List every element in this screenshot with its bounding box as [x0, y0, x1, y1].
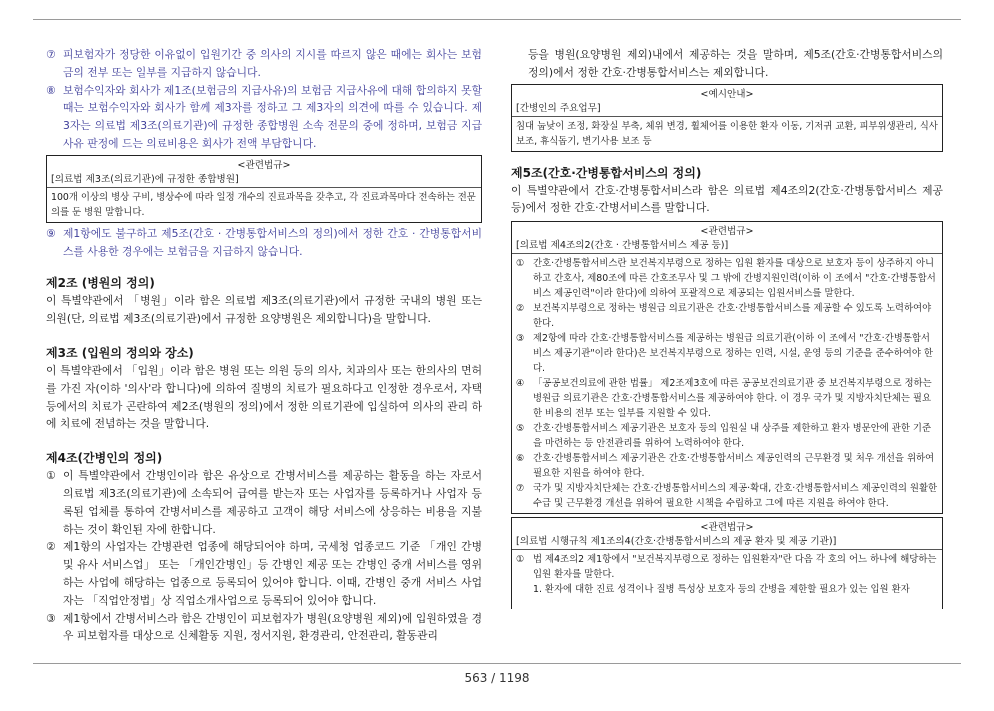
- clause-text: 제2항에 따라 간호·간병통합서비스를 제공하는 병원급 의료기관(이하 이 조에서 "간호·간병통합서비스 제공기관"이라 한다)은 보건복지부령으로 정하는 인력, 시설, 운영 등의 기준을 준수하여야 한다.: [533, 333, 933, 375]
- section-heading-4: 제4조(간병인의 정의): [46, 451, 163, 466]
- clause-number: ①: [516, 554, 525, 566]
- caregiver-item-2: [46, 538, 482, 609]
- section-body-2: 이 특별약관에서 「병원」이라 함은 의료법 제3조(의료기관)에서 규정한 국내의 병원 또는 의원(단, 의료법 제3조(의료기관)에서 규정한 요양병원은 제외합니다)을 말합니다.: [46, 294, 482, 326]
- box-body: 100개 이상의 병상 구비, 병상수에 따라 일정 개수의 진료과목을 갖추고, 각 진료과목마다 전속하는 전문의를 둔 병원 말합니다.: [51, 191, 476, 218]
- related-law-box-enforcement-rule: [511, 517, 943, 609]
- clause-number: ⑨: [46, 226, 56, 240]
- box-header: [의료법 제3조(의료기관)에 규정한 종합병원]: [47, 173, 481, 188]
- rule-sub-item: 1. 환자에 대한 진료 성격이나 질병 특성상 보호자 등의 간병을 제한할 필요가 있는 입원 환자: [533, 584, 910, 596]
- clause-text: 이 특별약관에서 간병인이라 함은 유상으로 간병서비스를 제공하는 활동을 하는 자로서 의료법 제3조(의료기관)에 소속되어 급여를 받는자 또는 사업자를 등록하거나 사업자 등록된 업체를 통하여 간병서비스를 제공하고 고객이 해당 서비스에 상응하는 비용을 지불하는 것이 확인된 자에 한합니다.: [63, 469, 482, 536]
- box-header: [간병인의 주요업무]: [512, 102, 942, 117]
- clause-number: ③: [516, 333, 525, 345]
- section-body-3: 이 특별약관에서 「입원」이라 함은 병원 또는 의원 등의 의사, 치과의사 또는 한의사의 면허를 가진 자(이하 '의사'라 합니다)에 의하여 질병의 치료가 필요하다고 인정한 경우로서, 자택 등에서의 치료가 곤란하여 제2조(병원의 정의)에서 정한 의료기관에 입실하여 의사의 관리 하에 치료에 전념하는 것을 말합니다.: [46, 363, 482, 431]
- box-header: [의료법 제4조의2(간호 · 간병통합서비스 제공 등)]: [512, 239, 942, 254]
- bottom-rule: [33, 663, 961, 664]
- related-law-box-integrated-service: [511, 221, 943, 514]
- clause-text: 국가 및 지방자치단체는 간호·간병통합서비스의 제공·확대, 간호·간병통합서비스 제공인력의 원활한 수급 및 근무환경 개선을 위하여 필요한 시책을 수립하고 그에 따른 지원을 하여야 한다.: [533, 483, 938, 510]
- example-guide-box: [511, 84, 943, 152]
- clause-number: ③: [46, 611, 56, 625]
- clause-text: 보험수익자와 회사가 제1조(보험금의 지급사유)의 보험금 지급사유에 대해 합의하지 못할 때는 보험수익자와 회사가 함께 제3자를 정하고 그 제3자의 의견에 따를 수 있습니다. 제3자는 의료법 제3조(의료기관)에 규정한 종합병원 소속 전문의 중에 정하며, 보험금 지급사유 판정에 드는 의료비용은 회사가 전액 부담합니다.: [63, 83, 482, 150]
- clause-text: 간호·간병통합서비스란 보건복지부령으로 정하는 입원 환자를 대상으로 보호자 등이 상주하지 아니하고 간호사, 제80조에 따른 간호조무사 및 그 밖에 간병지원인력(이하 이 조에서 "간호·간병통합서비스 제공인력"이라 한다)에 의하여 포괄적으로 제공되는 입원서비스를 말한다.: [533, 258, 936, 300]
- clause-number: ①: [516, 258, 525, 270]
- clause-number: ⑧: [46, 83, 56, 97]
- top-rule: [33, 19, 961, 20]
- law-item-2: [516, 301, 938, 331]
- related-law-box-hospital: [46, 155, 482, 223]
- section-heading-5: 제5조(간호·간병통합서비스의 정의): [511, 165, 702, 180]
- law-item-6: [516, 451, 938, 481]
- clause-number: ②: [46, 540, 56, 554]
- clause-number: ⑦: [46, 48, 56, 61]
- box-title: <예시안내>: [700, 88, 754, 100]
- clause-text: 제1항에도 불구하고 제5조(간호 · 간병통합서비스의 정의)에서 정한 간호 · 간병통합서비스를 사용한 경우에는 보험금을 지급하지 않습니다.: [63, 226, 482, 258]
- law-item-1: [516, 256, 938, 301]
- law-item-7: [516, 481, 938, 511]
- rule-item-1: [516, 552, 938, 582]
- box-title: <관련법규>: [700, 522, 754, 534]
- clause-item-7: [46, 46, 482, 82]
- section-heading-3: 제3조 (입원의 정의와 장소): [46, 345, 194, 360]
- clause-text: 법 제4조의2 제1항에서 "보건복지부령으로 정하는 입원환자"란 다음 각 호의 어느 하나에 해당하는 입원 환자를 말한다.: [533, 554, 937, 581]
- clause-number: ①: [46, 469, 56, 483]
- clause-text: 피보험자가 정당한 이유없이 입원기간 중 의사의 지시를 따르지 않은 때에는 회사는 보험금의 전부 또는 일부를 지급하지 않습니다.: [63, 48, 482, 79]
- clause-text: 간호·간병통합서비스 제공기관은 간호·간병통합서비스 제공인력의 근무환경 및 처우 개선을 위하여 필요한 지원을 하여야 한다.: [533, 453, 935, 480]
- page-number: 563 / 1198: [464, 671, 530, 685]
- box-title: <관련법규>: [237, 159, 291, 171]
- continued-text: 등을 병원(요양병원 제외)내에서 제공하는 것을 말하며, 제5조(간호·간병통합서비스의 정의)에서 정한 간호·간병통합서비스는 제외합니다.: [528, 48, 943, 79]
- clause-text: 보건복지부령으로 정하는 병원급 의료기관은 간호·간병통합서비스를 제공할 수 있도록 노력하여야 한다.: [533, 303, 932, 330]
- left-column: [46, 46, 482, 645]
- clause-number: ⑦: [516, 483, 525, 495]
- clause-item-8: [46, 82, 482, 153]
- clause-text: 제1항에서 간병서비스라 함은 간병인이 피보험자가 병원(요양병원 제외)에 입원하였을 경우 피보험자를 대상으로 신체활동 지원, 정서지원, 환경관리, 안전관리, 활동관리: [63, 611, 482, 643]
- clause-number: ④: [516, 378, 525, 390]
- clause-text: 제1항의 사업자는 간병관련 업종에 해당되어야 하며, 국세청 업종코드 기준 「개인 간병 및 유사 서비스업」 또는 「개인간병인」등 간병인 제공 또는 간병인 중개 서비스를 영위하는 사업에 해당하는 업종으로 등록되어 있어야 합니다. 이때, 간병인 중개 서비스 사업자는 「직업안정법」상 직업소개사업으로 등록되어 있어야 합니다.: [63, 540, 482, 607]
- law-item-3: [516, 331, 938, 376]
- box-header: [의료법 시행규칙 제1조의4(간호·간병통합서비스의 제공 환자 및 제공 기관)]: [512, 535, 942, 550]
- clause-text: 「공공보건의료에 관한 법률」 제2조제3호에 따른 공공보건의료기관 중 보건복지부령으로 정하는 병원급 의료기관은 간호·간병통합서비스를 제공하여야 한다. 이 경우 국가 및 지방자치단체는 필요한 비용의 전부 또는 일부를 지원할 수 있다.: [533, 378, 932, 420]
- box-title: <관련법규>: [700, 226, 754, 238]
- caregiver-item-1: [46, 467, 482, 538]
- clause-item-9: [46, 225, 482, 261]
- clause-number: ⑤: [516, 423, 525, 435]
- clause-number: ②: [516, 303, 525, 315]
- caregiver-item-3: [46, 610, 482, 646]
- box-body: 침대 눕낮이 조정, 화장실 부축, 체위 변경, 휠체어를 이용한 환자 이동, 기저귀 교환, 피부위생관리, 식사보조, 휴식돕기, 변기사용 보조 등: [516, 120, 938, 147]
- clause-number: ⑥: [516, 453, 525, 465]
- clause-text: 간호·간병통합서비스 제공기관은 보호자 등의 입원실 내 상주를 제한하고 환자 병문안에 관한 기준을 마련하는 등 안전관리를 위하여 노력하여야 한다.: [533, 423, 932, 450]
- law-item-5: [516, 421, 938, 451]
- law-item-4: [516, 376, 938, 421]
- section-heading-2: 제2조 (병원의 정의): [46, 276, 155, 291]
- right-column: [511, 46, 943, 609]
- section-body-5: 이 특별약관에서 간호·간병통합서비스라 함은 의료법 제4조의2(간호·간병통합서비스 제공 등)에서 정한 간호·간병서비스를 말합니다.: [511, 183, 943, 215]
